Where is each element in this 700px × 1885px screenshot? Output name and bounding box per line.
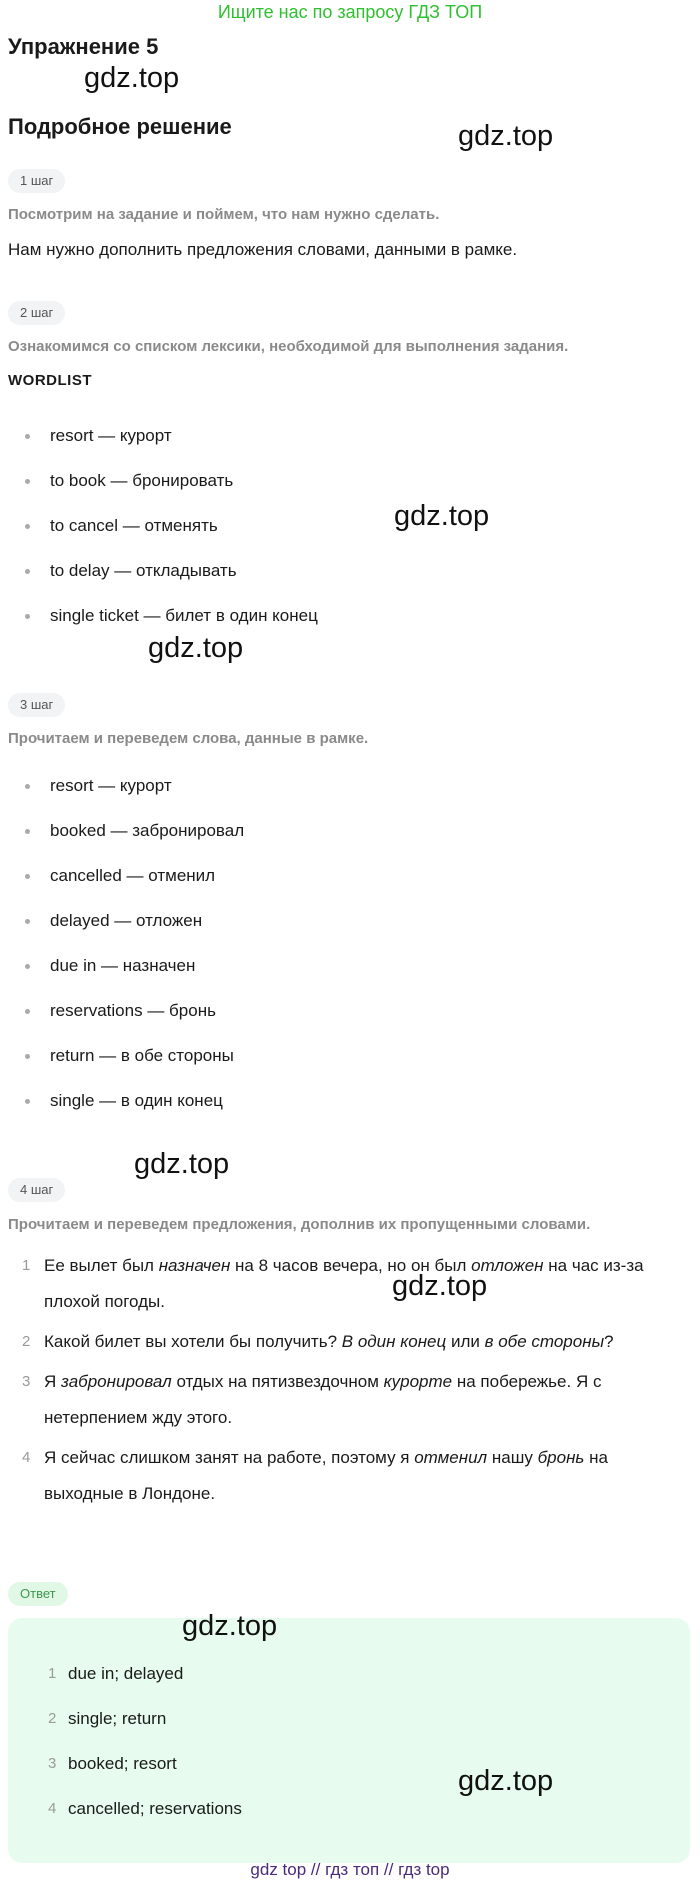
sentences-list	[22, 1248, 682, 1516]
list-item: to book — бронировать	[22, 469, 318, 514]
step-lead: Ознакомимся со списком лексики, необходимой для выполнения задания.	[8, 338, 569, 355]
answer-item: 1 due in; delayed	[48, 1664, 184, 1683]
watermark: gdz.top	[134, 1148, 230, 1180]
list-item: due in — назначен	[22, 954, 244, 999]
bullet-icon	[25, 569, 30, 574]
list-item: return — в обе стороны	[22, 1044, 244, 1089]
list-item: single ticket — билет в один конец	[22, 604, 318, 649]
step-badge: 1 шаг	[8, 169, 65, 193]
list-item: delayed — отложен	[22, 909, 244, 954]
list-item: to delay — откладывать	[22, 559, 318, 604]
list-item: reservations — бронь	[22, 999, 244, 1044]
bullet-icon	[25, 614, 30, 619]
bullet-icon	[25, 919, 30, 924]
bullet-icon	[25, 524, 30, 529]
list-item: booked — забронировал	[22, 819, 244, 864]
answer-list	[48, 1662, 242, 1842]
answer-item: 3 booked; resort	[48, 1754, 177, 1773]
bullet-icon	[25, 434, 30, 439]
watermark: gdz.top	[392, 1270, 488, 1302]
wordlist	[22, 424, 318, 649]
answer-item: 4 cancelled; reservations	[48, 1799, 242, 1818]
step-badge: 2 шаг	[8, 301, 65, 325]
bullet-icon	[25, 829, 30, 834]
wordlist-heading: WORDLIST	[8, 372, 92, 389]
list-item: single — в один конец	[22, 1089, 244, 1134]
list-item: cancelled — отменил	[22, 864, 244, 909]
step-badge: 4 шаг	[8, 1178, 65, 1202]
bullet-icon	[25, 479, 30, 484]
list-item: to cancel — отменять	[22, 514, 318, 559]
sentence-item: 1 Ее вылет был назначен на 8 часов вечера, но он был отложен на час из-за плохой погоды.	[22, 1256, 644, 1311]
step-text: Нам нужно дополнить предложения словами, данными в рамке.	[8, 240, 518, 259]
answer-badge: Ответ	[8, 1582, 68, 1606]
step-lead: Посмотрим на задание и поймем, что нам нужно сделать.	[8, 206, 440, 223]
watermark: gdz.top	[394, 500, 490, 532]
bullet-icon	[25, 1054, 30, 1059]
word-translations	[22, 774, 244, 1134]
list-item: resort — курорт	[22, 424, 318, 469]
sentence-item: 4 Я сейчас слишком занят на работе, поэтому я отменил нашу бронь на выходные в Лондоне.	[22, 1448, 608, 1503]
bullet-icon	[25, 964, 30, 969]
step-badge: 3 шаг	[8, 693, 65, 717]
bullet-icon	[25, 784, 30, 789]
watermark: gdz.top	[84, 62, 180, 94]
bullet-icon	[25, 1099, 30, 1104]
bullet-icon	[25, 1009, 30, 1014]
exercise-title: Упражнение 5	[8, 34, 159, 59]
list-item: resort — курорт	[22, 774, 244, 819]
watermark: gdz.top	[458, 120, 554, 152]
step-lead: Прочитаем и переведем слова, данные в рамке.	[8, 730, 369, 747]
watermark: gdz.top	[148, 632, 244, 664]
watermark: gdz.top	[458, 1765, 554, 1797]
watermark: gdz.top	[182, 1610, 278, 1642]
step-lead: Прочитаем и переведем предложения, дополнив их пропущенными словами.	[8, 1216, 591, 1233]
solution-heading: Подробное решение	[8, 114, 232, 139]
bullet-icon	[25, 874, 30, 879]
sentence-item: 3 Я забронировал отдых на пятизвездочном курорте на побережье. Я с нетерпением жду этого.	[22, 1372, 602, 1427]
footer-links[interactable]: gdz top // гдз топ // гдз top	[250, 1860, 450, 1879]
sentence-item: 2 Какой билет вы хотели бы получить? В один конец или в обе стороны?	[22, 1332, 614, 1351]
answer-item: 2 single; return	[48, 1709, 167, 1728]
top-banner[interactable]: Ищите нас по запросу ГДЗ ТОП	[217, 2, 483, 22]
